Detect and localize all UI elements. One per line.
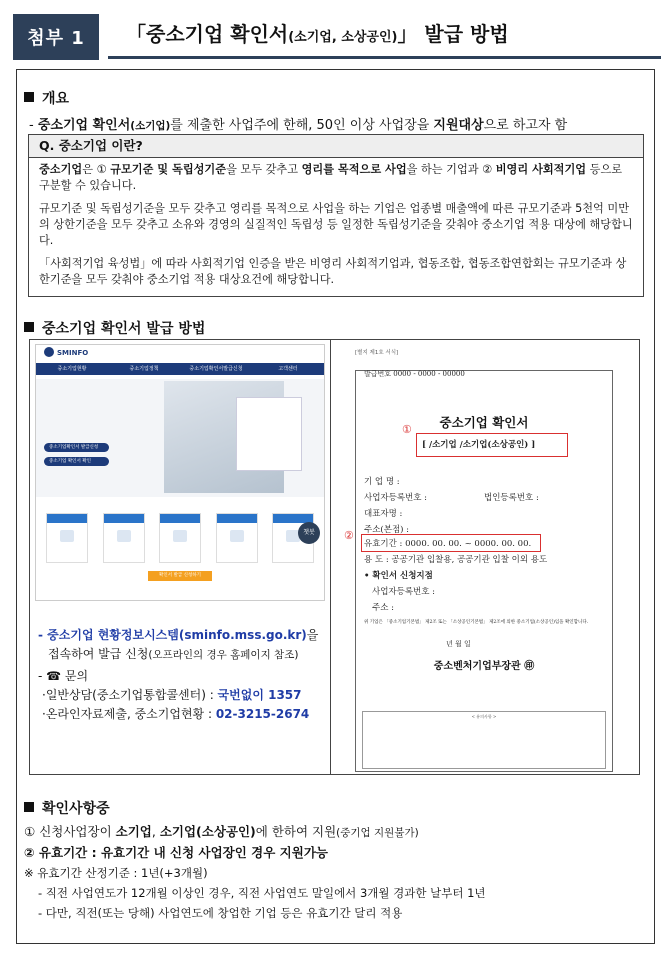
question-box [28, 134, 644, 297]
square-bullet-icon [24, 92, 34, 102]
answer-segment: 을 하는 기업과 ② [406, 163, 496, 176]
field-company: 기 업 명 : [364, 477, 400, 487]
method-divider [330, 339, 331, 775]
website-card [159, 513, 201, 563]
contact-line-2 [38, 705, 318, 724]
certificate-type: [ /소기업 /소기업(소상공인) ] [422, 440, 536, 450]
answer-segment: 규모기준 및 독립성기준 [110, 163, 227, 176]
website-cards [46, 513, 314, 563]
square-bullet-icon [24, 802, 34, 812]
chatbot-icon: 챗봇 [298, 522, 320, 544]
contact-2-label: ·온라인자료제출, 중소기업현황 : [42, 707, 216, 721]
title-underline [108, 56, 661, 59]
link-line-1 [38, 626, 318, 645]
field-address: 주소(본점) : [364, 525, 410, 535]
marker-2: ② [344, 529, 354, 542]
website-cta-button: 확인서 발급 신청하기 [148, 571, 212, 581]
method-heading-text: 중소기업 확인서 발급 방법 [42, 321, 206, 337]
website-nav-item: 중소기업정책 [129, 366, 159, 372]
issue-number: 발급번호 0000 - 0000 - 00000 [364, 370, 465, 378]
verify-pill: 중소기업 확인서 확인 [44, 457, 109, 466]
login-panel [236, 397, 302, 471]
certificate-title: 중소기업 확인서 [439, 415, 529, 430]
sminfo-website-screenshot [35, 344, 325, 601]
title-end: 」 발급 방법 [397, 22, 509, 46]
website-card [216, 513, 258, 563]
sminfo-link[interactable]: 중소기업 현황정보시스템(sminfo.mss.go.kr) [47, 628, 307, 642]
sminfo-logo [44, 347, 88, 357]
field-designation: • 확인서 신청지점 [364, 571, 433, 581]
field-biz-no: 사업자등록번호 : [364, 493, 428, 503]
title-main: 「중소기업 확인서 [126, 22, 289, 46]
overview-bold-1: 중소기업 확인서 [37, 118, 131, 133]
card-header [217, 514, 257, 523]
certificate-notes [362, 711, 606, 769]
notes-title: < 유의사항 > [471, 714, 497, 719]
answer-paragraph-3: 「사회적기업 육성법」에 따라 사회적기업 인증을 받은 비영리 사회적기업과, 협동조합, 협동조합연합회는 규모기준과 상한기준을 모두 갖춰야 중소기업 적용 대상요건에 해당합니다. [39, 257, 627, 286]
question-body [29, 158, 643, 288]
link-line-1-end: 을 [306, 628, 319, 642]
overview-dash: - [29, 118, 38, 133]
validity-note: ※ 유효기간 산정기준 : 1년(+3개월) [24, 866, 208, 880]
website-card [46, 513, 88, 563]
attachment-badge: 첨부 1 [13, 14, 99, 60]
form-label: [별지 제1호 서식] [355, 350, 399, 356]
section-method-heading [24, 318, 205, 338]
confirm-list [24, 822, 486, 923]
validity-sub-1: - 직전 사업연도가 12개월 이상인 경우, 직전 사업연도 말일에서 3개월 경과한 날부터 1년 [38, 886, 486, 900]
certificate-form [344, 370, 613, 772]
apply-pill: 중소기업확인서 발급신청 [44, 443, 109, 452]
card-header [104, 514, 144, 523]
answer-paragraph-2: 규모기준 및 독립성기준을 모두 갖추고 영리를 목적으로 사업을 하는 기업은 업종별 매출액에 따른 규모기준과 5천억 미만의 상한기준을 모두 갖추고 소유와 경영의 실질적인 독립성 등 일정한 독립성기준을 갖춰야 중소기업 적용 대상에 해당합니다. [39, 202, 633, 247]
website-info [38, 626, 318, 724]
logo-text: SMINFO [57, 349, 89, 357]
item-1-text-c: , [151, 824, 160, 839]
overview-end: 으로 하고자 함 [483, 118, 568, 133]
website-nav-item: 중소기업현황 [57, 366, 87, 372]
field-sub-address: 주소 : [372, 603, 394, 613]
document-icon [230, 530, 244, 542]
contact-heading [38, 667, 318, 686]
card-header [47, 514, 87, 523]
phone-icon: - ☎ [38, 669, 65, 683]
question-heading: Q. 중소기업 이란? [29, 135, 643, 158]
confirm-item-2: ② 유효기간 : 유효기간 내 신청 사업장인 경우 지원가능 [24, 845, 328, 860]
square-bullet-icon [24, 322, 34, 332]
issuer-name: 중소벤처기업부장관 [433, 661, 521, 672]
item-1-text-e: 에 한하여 지원 [255, 824, 337, 839]
document-icon [60, 530, 74, 542]
certificate-statement: 위 기업은 「중소기업기본법」 제2조 또는 「소상공인기본법」 제2조에 의한 중소기업(소상공인)임을 확인합니다. [364, 620, 589, 625]
item-1-small: (중기업 지원불가) [336, 827, 419, 839]
field-ceo: 대표자명 : [364, 509, 403, 519]
title-small: (소기업, 소상공인) [288, 30, 398, 45]
certificate-date: 년 월 일 [446, 640, 471, 648]
answer-segment: 비영리 사회적기업 [495, 163, 587, 176]
answer-segment: 은 ① [82, 163, 111, 176]
contact-1-label: ·일반상담(중소기업통합콜센터) : [42, 688, 218, 702]
section-overview-heading [24, 88, 69, 108]
overview-small: (소기업) [130, 120, 171, 132]
website-nav-item: 중소기업확인서발급신청 [189, 366, 243, 372]
item-1-bold-b: 소기업 [115, 824, 152, 839]
field-validity: 유효기간 : 0000. 00. 00. ~ 0000. 00. 00. [364, 539, 532, 549]
website-card [103, 513, 145, 563]
item-1-text-a: 신청사업장이 [35, 824, 116, 839]
contact-label: 문의 [64, 669, 89, 683]
certificate-issuer [356, 657, 612, 672]
answer-paragraph-1 [39, 162, 633, 194]
section-confirm-heading [24, 798, 110, 818]
overview-mid: 를 제출한 사업주에 한해, 50인 이상 사업장을 [170, 118, 434, 133]
marker-1: ① [402, 423, 412, 436]
item-1-bold-d: 소기업(소상공인) [159, 824, 256, 839]
field-corp-no: 법인등록번호 : [484, 493, 539, 503]
certificate-sample [337, 344, 634, 772]
document-icon [173, 530, 187, 542]
link-line-2 [38, 645, 318, 665]
overview-heading-text: 개요 [42, 91, 70, 107]
website-nav-item: 고객센터 [278, 366, 298, 372]
contact-2-number: 02-3215-2674 [215, 707, 310, 721]
answer-segment: 등으로 구분할 수 있습니다. [39, 163, 623, 192]
validity-sub-2: - 다만, 직전(또는 당해) 사업연도에 창업한 기업 등은 유효기간 달리 적용 [38, 906, 403, 920]
overview-bold-2: 지원대상 [433, 118, 484, 133]
confirm-item-1 [24, 822, 486, 843]
overview-line [29, 114, 567, 133]
answer-segment: 중소기업 [39, 163, 83, 176]
item-1-number: ① [24, 824, 36, 839]
contact-1-number: 국번없이 1357 [217, 688, 302, 702]
contact-line-1 [38, 686, 318, 705]
field-usage: 용 도 : 공공기관 입찰용, 공공기관 입찰 이외 용도 [364, 555, 548, 565]
document-icon [117, 530, 131, 542]
field-sub-biz-no: 사업자등록번호 : [372, 587, 436, 597]
seal-icon: ㊞ [524, 661, 535, 672]
confirm-heading-text: 확인사항중 [42, 801, 110, 817]
link-line-2-text: 접속하여 발급 신청 [48, 647, 149, 661]
answer-segment: 을 모두 갖추고 [226, 163, 302, 176]
link-line-2-small: (오프라인의 경우 홈페이지 참조) [148, 649, 299, 661]
answer-segment: 영리를 목적으로 사업 [301, 163, 407, 176]
logo-emblem-icon [44, 347, 54, 357]
website-nav [36, 363, 324, 375]
page-title [126, 18, 509, 47]
card-header [160, 514, 200, 523]
link-dash: - [38, 628, 48, 642]
